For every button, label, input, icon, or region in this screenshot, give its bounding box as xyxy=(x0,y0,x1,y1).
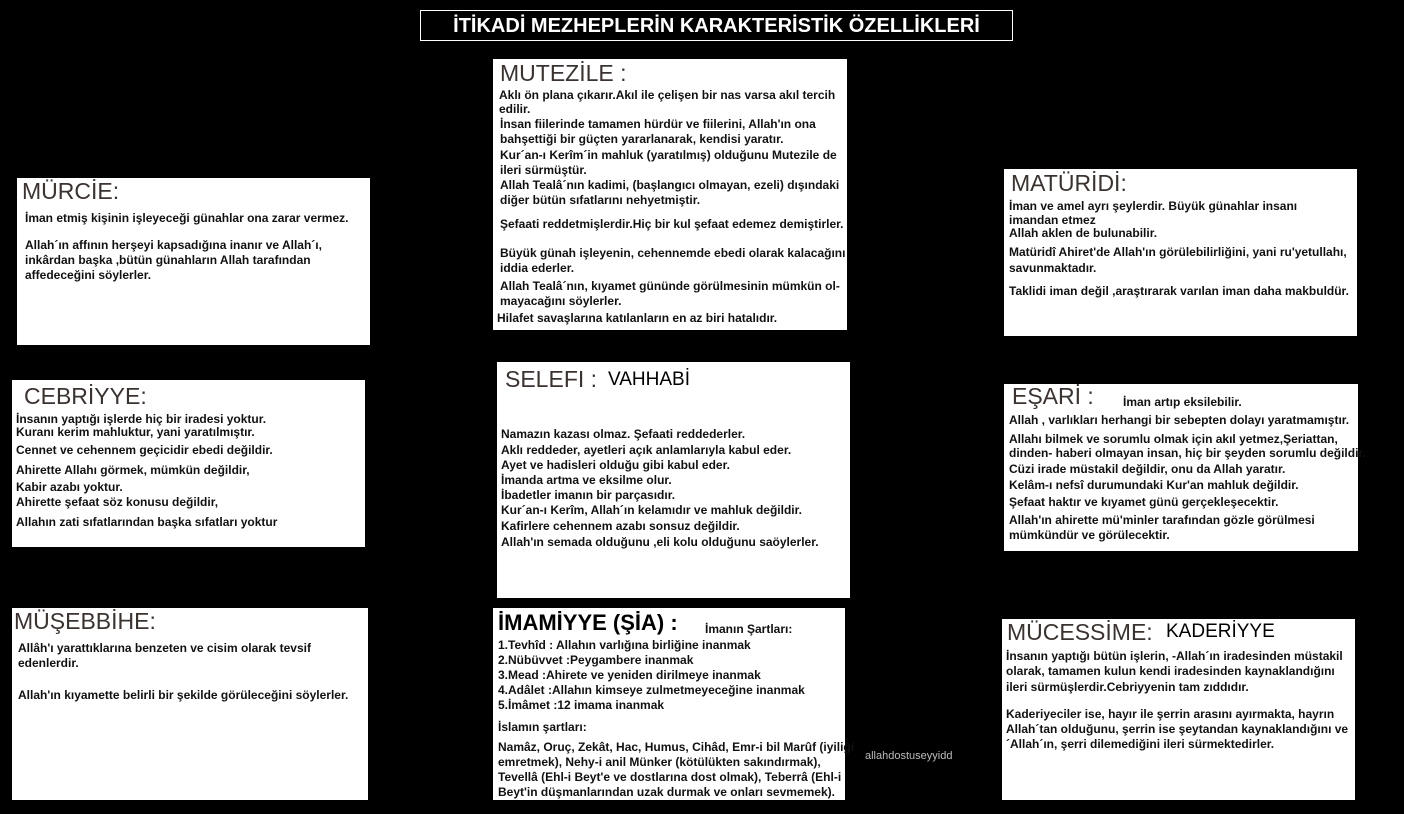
selefi-line: Ayet ve hadisleri olduğu gibi kabul eder. xyxy=(501,458,730,472)
cebriyye-line: Ahirette Allahı görmek, mümkün değildir, xyxy=(16,463,250,477)
esari-line: Şefaat haktır ve kıyamet günü gerçekleşecektir. xyxy=(1009,495,1279,509)
mucessime-line: Allah´tan olduğunu, şerrin ise şeytandan kaynaklandığını ve xyxy=(1006,722,1349,736)
maturidi-line: Allah aklen de bulunabilir. xyxy=(1009,226,1158,240)
esari-line: Allah'ın ahirette mü'minler tarafından gözle görülmesi xyxy=(1009,513,1315,527)
mutezile-line: mayacağını söylerler. xyxy=(500,294,622,308)
imamiyye-line: Tevellâ (Ehl-i Beyt'e ve dostlarına dost olmak), Teberrâ (Ehl-i xyxy=(498,770,842,784)
mutezile-line: Allah Tealâ´nın kadimi, (başlangıcı olmayan, ezeli) dışındaki xyxy=(500,178,840,192)
selefi-line: Kafirlere cehennem azabı sonsuz değildir. xyxy=(501,519,740,533)
mutezile-line: Şefaati reddetmişlerdir.Hiç bir kul şefaat edemez demiştirler. xyxy=(500,217,844,231)
mucessime-title: MÜCESSİME: xyxy=(1007,619,1153,645)
mutezile-line: Allah Tealâ´nın, kıyamet gününde görülmesinin mümkün ol- xyxy=(500,279,840,293)
selefi-line: Kur´an-ı Kerîm, Allah´ın kelamıdır ve mahluk değildir. xyxy=(501,503,802,517)
mucessime-line: ileri sürmüşlerdir.Cebriyyenin tam zıddıdır. xyxy=(1006,680,1249,694)
murcie-line: affedeceğini söylerler. xyxy=(25,268,152,282)
esari-line: Cüzi irade müstakil değildir, onu da Allah yaratır. xyxy=(1009,462,1286,476)
mutezile-line: Kur´an-ı Kerîm´in mahluk (yaratılmış) olduğunu Mutezile de xyxy=(500,148,837,162)
selefi-box xyxy=(497,362,850,598)
mutezile-line: iddia ederler. xyxy=(500,261,575,275)
selefi-line: Namazın kazası olmaz. Şefaati reddederler. xyxy=(501,427,746,441)
imamiyye-title: İMAMİYYE (ŞİA) : xyxy=(498,610,678,635)
mutezile-line: Hilafet savaşlarına katılanların en az biri hatalıdır. xyxy=(497,311,778,325)
cebriyye-line: Ahirette şefaat söz konusu değildir, xyxy=(16,495,219,509)
imamiyye-line: 4.Adâlet :Allahın kimseye zulmetmeyeceğine inanmak xyxy=(498,683,805,697)
mucessime-line: Kaderiyeciler ise, hayır ile şerrin arasını ayırmakta, hayrın xyxy=(1006,707,1335,721)
esari-subtitle: İman artıp eksilebilir. xyxy=(1123,395,1242,409)
mutezile-line: ileri sürmüştür. xyxy=(500,163,587,177)
imamiyye-line: İslamın şartları: xyxy=(498,720,587,734)
mucessime-box xyxy=(1002,619,1355,800)
esari-line: Allahı bilmek ve sorumlu olmak için akıl yetmez,Şeriattan, xyxy=(1009,432,1338,446)
maturidi-line: Matüridî Ahiret'de Allah'ın görülebilirliğini, yani ru'yetullahı, xyxy=(1009,245,1347,259)
maturidi-title: MATÜRİDİ: xyxy=(1011,170,1127,196)
mutezile-line: İnsan fiilerinde tamamen hürdür ve fiilerini, Allah'ın ona xyxy=(500,117,816,131)
maturidi-box xyxy=(1004,169,1357,336)
mucessime-line: ´Allah´ın, şerri dilemediğini ileri sürmektedirler. xyxy=(1006,737,1275,751)
maturidi-line: İman ve amel ayrı şeylerdir. Büyük günahlar insanı xyxy=(1009,199,1298,213)
imamiyye-line: emretmek), Nehy-i anil Münker (kötülükten sakındırmak), xyxy=(498,755,821,769)
esari-box xyxy=(1004,383,1366,551)
watermark: allahdostuseyyidd xyxy=(865,750,953,762)
imamiyye-line: 1.Tevhîd : Allahın varlığına birliğine inanmak xyxy=(498,638,751,652)
murcie-line: İman etmiş kişinin işleyeceği günahlar ona zarar vermez. xyxy=(25,211,349,225)
murcie-box xyxy=(17,178,370,345)
mutezile-line: diğer bütün sıfatlarını nehyetmiştir. xyxy=(500,193,701,207)
imamiyye-line: 2.Nübüvvet :Peygambere inanmak xyxy=(498,653,694,667)
mucessime-line: olarak, tamamen kulun kendi iradesinden kaynaklandığını xyxy=(1006,664,1335,678)
maturidi-line: imandan etmez xyxy=(1009,213,1096,227)
mutezile-box xyxy=(493,59,847,330)
esari-title: EŞARİ : xyxy=(1012,383,1094,409)
musebbihe-box xyxy=(12,608,368,800)
murcie-title: MÜRCİE: xyxy=(22,178,120,204)
mutezile-title: MUTEZİLE : xyxy=(500,60,627,86)
esari-line: Kelâm-ı nefsî durumundaki Kur'an mahluk değildir. xyxy=(1009,478,1299,492)
selefi-line: İmanda artma ve eksilme olur. xyxy=(501,473,672,487)
musebbihe-line: Allâh'ı yarattıklarına benzeten ve cisim olarak tevsif xyxy=(18,641,311,655)
cebriyye-line: Cennet ve cehennem geçicidir ebedi değildir. xyxy=(16,443,273,457)
selefi-line: İbadetler imanın bir parçasıdır. xyxy=(501,488,676,502)
musebbihe-title: MÜŞEBBİHE: xyxy=(14,608,156,634)
imamiyye-box xyxy=(493,608,855,800)
mutezile-line: Büyük günah işleyenin, cehennemde ebedi olarak kalacağını xyxy=(500,246,846,260)
musebbihe-line: edenlerdir. xyxy=(18,656,79,670)
maturidi-line: Taklidi iman değil ,araştırarak varılan iman daha makbuldür. xyxy=(1009,284,1349,298)
mutezile-line: Aklı ön plana çıkarır.Akıl ile çelişen bir nas varsa akıl tercih xyxy=(499,88,836,102)
imamiyye-subtitle: İmanın Şartları: xyxy=(705,622,793,636)
musebbihe-line: Allah'ın kıyamette belirli bir şekilde görüleceğini söylerler. xyxy=(18,688,349,702)
imamiyye-line: 3.Mead :Ahirete ve yeniden dirilmeye inanmak xyxy=(498,668,761,682)
imamiyye-line: 5.İmâmet :12 imama inanmak xyxy=(498,698,665,712)
cebriyye-line: İnsanın yaptığı işlerde hiç bir iradesi yoktur. xyxy=(16,412,267,426)
selefi-line: Allah'ın semada olduğunu ,eli kolu olduğunu saöylerler. xyxy=(501,535,819,549)
selefi-title: SELEFI : xyxy=(505,366,598,392)
esari-line: Allah , varlıkları herhangi bir sebepten dolayı yaratmamıştır. xyxy=(1009,413,1350,427)
mucessime-subtitle: KADERİYYE xyxy=(1166,621,1275,642)
esari-line: dinden- haberi olmayan insan, hiç bir şeyden sorumlu değildir. xyxy=(1009,446,1366,460)
mutezile-line: bahşettiği bir güçten yararlanarak, kendisi yaratır. xyxy=(500,132,784,146)
maturidi-line: savunmaktadır. xyxy=(1009,261,1097,275)
cebriyye-title: CEBRİYYE: xyxy=(24,383,147,409)
selefi-line: Aklı reddeder, ayetleri açık anlamlarıyla kabul eder. xyxy=(501,443,792,457)
page-title: İTİKADİ MEZHEPLERİN KARAKTERİSTİK ÖZELLİKLERİ xyxy=(420,10,1013,41)
mutezile-line: edilir. xyxy=(499,102,531,116)
cebriyye-line: Kuranı kerim mahluktur, yani yaratılmıştır. xyxy=(16,425,255,439)
cebriyye-line: Allahın zati sıfatlarından başka sıfatları yoktur xyxy=(16,515,278,529)
cebriyye-box xyxy=(12,380,365,547)
esari-line: mümkündür ve görülecektir. xyxy=(1009,528,1170,542)
selefi-subtitle: VAHHABİ xyxy=(608,369,691,390)
mucessime-line: İnsanın yaptığı bütün işlerin, -Allah´ın iradesinden müstakil xyxy=(1006,649,1343,663)
imamiyye-line: Beyt'in düşmanlarından uzak durmak ve onları sevmemek). xyxy=(498,785,835,799)
murcie-line: Allah´ın affının herşeyi kapsadığına inanır ve Allah´ı, xyxy=(25,238,322,252)
murcie-line: inkârdan başka ,bütün günahların Allah tarafından xyxy=(25,253,311,267)
imamiyye-line: Namâz, Oruç, Zekât, Hac, Humus, Cihâd, Emr-i bil Marûf (iyiliği xyxy=(498,740,855,754)
cebriyye-line: Kabir azabı yoktur. xyxy=(16,480,123,494)
